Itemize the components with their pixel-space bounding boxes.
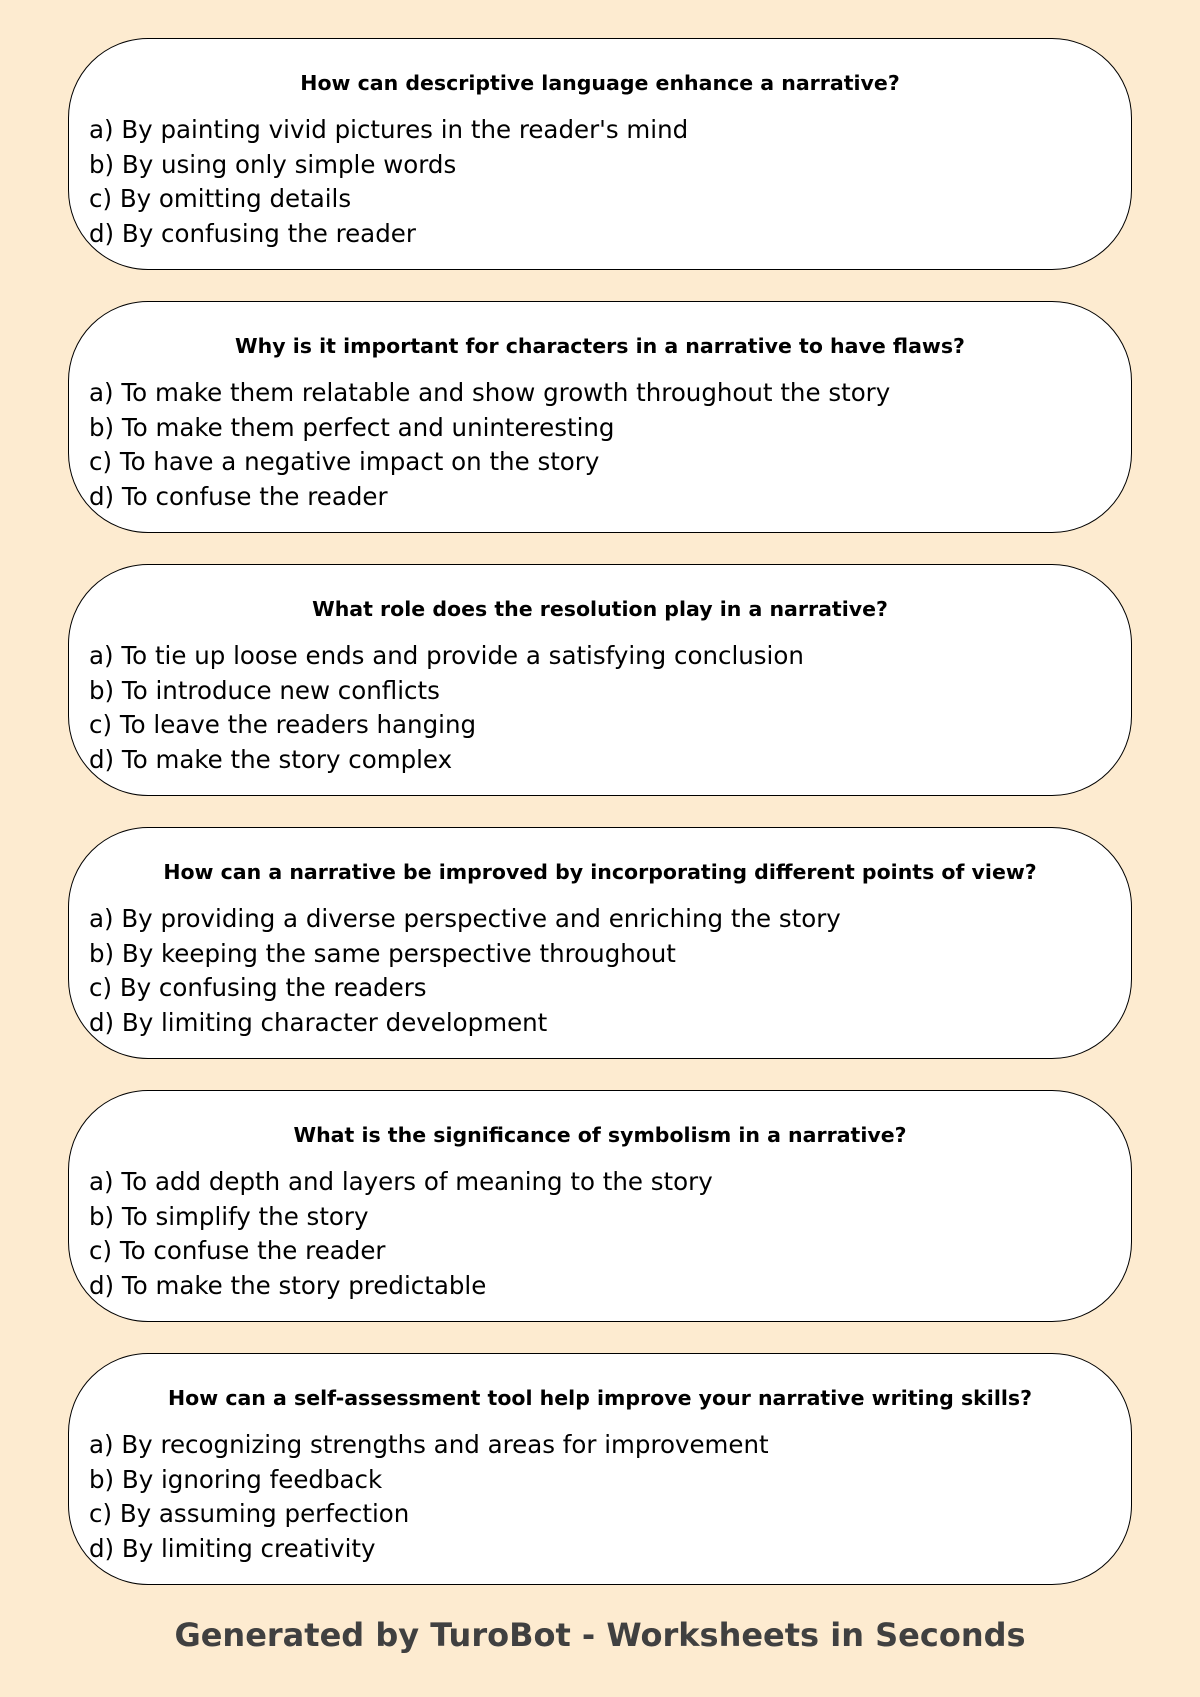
question-card-5 bbox=[68, 1090, 1132, 1322]
option-d: d) To make the story complex bbox=[89, 744, 453, 774]
question-card-2 bbox=[68, 301, 1132, 533]
option-d: d) To make the story predictable bbox=[89, 1270, 487, 1300]
question-text: How can a self-assessment tool help improve your narrative writing skills? bbox=[168, 1386, 1032, 1410]
option-c: c) By confusing the readers bbox=[89, 973, 427, 1002]
option-d: d) By limiting creativity bbox=[89, 1533, 376, 1563]
question-text: What role does the resolution play in a narrative? bbox=[312, 597, 888, 621]
option-d: d) By confusing the reader bbox=[89, 218, 416, 248]
options-list bbox=[89, 1165, 1111, 1303]
option-c: c) By assuming perfection bbox=[89, 1499, 410, 1528]
option-a: a) To tie up loose ends and provide a satisfying conclusion bbox=[89, 641, 804, 670]
footer-credit: Generated by TuroBot - Worksheets in Seconds bbox=[174, 1616, 1026, 1654]
question-card-6 bbox=[68, 1353, 1132, 1585]
option-b: b) To introduce new conflicts bbox=[89, 675, 440, 705]
option-b: b) By ignoring feedback bbox=[89, 1464, 383, 1494]
question-text: Why is it important for characters in a narrative to have flaws? bbox=[235, 334, 965, 358]
question-text: How can a narrative be improved by incorporating different points of view? bbox=[163, 860, 1037, 884]
option-a: a) To make them relatable and show growth throughout the story bbox=[89, 378, 891, 407]
option-a: a) To add depth and layers of meaning to the story bbox=[89, 1167, 713, 1196]
options-list bbox=[89, 113, 1111, 251]
option-b: b) To simplify the story bbox=[89, 1201, 369, 1231]
worksheet bbox=[68, 38, 1132, 1616]
option-a: a) By providing a diverse perspective and enriching the story bbox=[89, 904, 841, 933]
option-b: b) By using only simple words bbox=[89, 149, 457, 179]
option-d: d) By limiting character development bbox=[89, 1007, 548, 1037]
option-b: b) By keeping the same perspective throughout bbox=[89, 938, 676, 968]
question-text: What is the significance of symbolism in a narrative? bbox=[293, 1123, 907, 1147]
option-c: c) By omitting details bbox=[89, 184, 352, 213]
options-list bbox=[89, 902, 1111, 1040]
question-text: How can descriptive language enhance a narrative? bbox=[300, 71, 900, 95]
option-c: c) To confuse the reader bbox=[89, 1236, 386, 1265]
option-d: d) To confuse the reader bbox=[89, 481, 388, 511]
question-card-1 bbox=[68, 38, 1132, 270]
question-card-4 bbox=[68, 827, 1132, 1059]
options-list bbox=[89, 639, 1111, 777]
option-b: b) To make them perfect and uninteresting bbox=[89, 412, 615, 442]
option-c: c) To have a negative impact on the story bbox=[89, 447, 600, 476]
question-card-3 bbox=[68, 564, 1132, 796]
options-list bbox=[89, 1428, 1111, 1566]
option-a: a) By painting vivid pictures in the reader's mind bbox=[89, 115, 689, 144]
option-c: c) To leave the readers hanging bbox=[89, 710, 477, 739]
option-a: a) By recognizing strengths and areas for improvement bbox=[89, 1430, 769, 1459]
options-list bbox=[89, 376, 1111, 514]
